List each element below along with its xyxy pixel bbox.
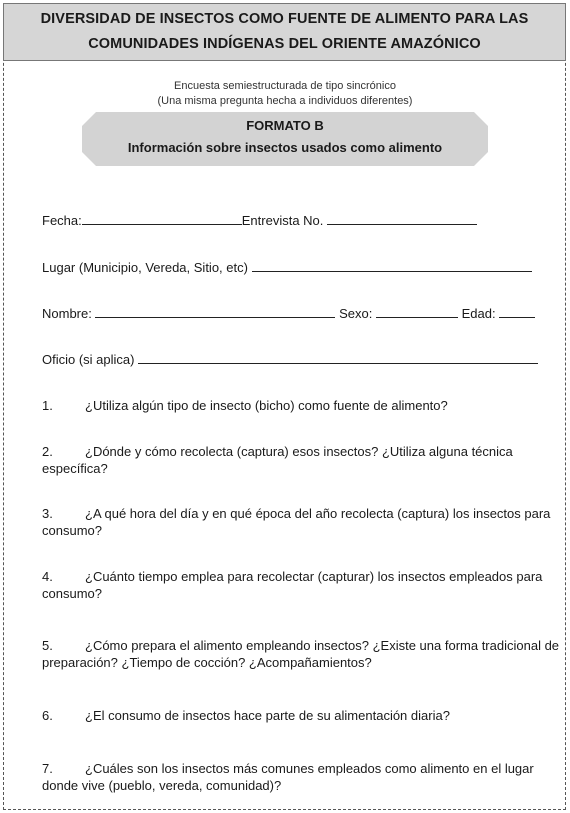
question-item — [42, 443, 564, 477]
row-nombre-sexo-edad — [42, 304, 535, 321]
header-title-line-2: COMUNIDADES INDÍGENAS DEL ORIENTE AMAZÓNICO — [88, 36, 481, 52]
edad-label: Edad: — [461, 306, 496, 321]
question-item — [42, 707, 564, 724]
format-title: Información sobre insectos usados como alimento — [127, 140, 443, 155]
survey-type: Encuesta semiestructurada de tipo sincrónico — [174, 80, 396, 92]
question-item — [42, 568, 564, 602]
header-title-line-1: DIVERSIDAD DE INSECTOS COMO FUENTE DE ALIMENTO PARA LAS — [40, 11, 529, 27]
sexo-label: Sexo: — [339, 306, 373, 321]
question-text: ¿Cuáles son los insectos más comunes empleados como alimento en el lugar donde vive (pueblo, vereda, comunidad)? — [42, 761, 534, 793]
question-number: 4. — [42, 569, 53, 584]
format-banner — [82, 112, 488, 166]
sexo-field[interactable] — [376, 304, 458, 318]
question-item — [42, 505, 564, 539]
question-number: 7. — [42, 761, 53, 776]
question-number: 6. — [42, 708, 53, 723]
question-text: ¿Cómo prepara el alimento empleando insectos? ¿Existe una forma tradicional de preparación? ¿Tiempo de cocción? ¿Acompañamientos? — [42, 638, 560, 670]
oficio-label: Oficio (si aplica) — [42, 352, 135, 367]
survey-note: (Una misma pregunta hecha a individuos diferentes) — [157, 95, 413, 107]
fecha-label: Fecha: — [42, 213, 82, 228]
entrevista-field[interactable] — [327, 211, 477, 225]
entrevista-label: Entrevista No. — [241, 213, 324, 228]
question-text: ¿Dónde y cómo recolecta (captura) esos insectos? ¿Utiliza alguna técnica específica? — [42, 444, 513, 476]
edad-field[interactable] — [499, 304, 535, 318]
question-item — [42, 760, 564, 794]
question-item — [42, 637, 564, 671]
question-text: ¿El consumo de insectos hace parte de su alimentación diaria? — [85, 708, 450, 723]
fecha-field[interactable] — [82, 211, 242, 225]
nombre-field[interactable] — [95, 304, 335, 318]
lugar-label: Lugar (Municipio, Vereda, Sitio, etc) — [42, 260, 248, 275]
question-number: 2. — [42, 444, 53, 459]
question-number: 3. — [42, 506, 53, 521]
question-number: 5. — [42, 638, 53, 653]
row-oficio — [42, 350, 538, 367]
question-item — [42, 397, 564, 414]
question-number: 1. — [42, 398, 53, 413]
format-code: FORMATO B — [246, 118, 324, 133]
row-lugar — [42, 258, 532, 275]
question-text: ¿Utiliza algún tipo de insecto (bicho) como fuente de alimento? — [85, 398, 448, 413]
oficio-field[interactable] — [138, 350, 538, 364]
row-fecha-entrevista — [42, 211, 477, 228]
document-header — [3, 3, 566, 61]
question-text: ¿A qué hora del día y en qué época del año recolecta (captura) los insectos para consumo? — [42, 506, 551, 538]
nombre-label: Nombre: — [42, 306, 92, 321]
lugar-field[interactable] — [252, 258, 532, 272]
question-text: ¿Cuánto tiempo emplea para recolectar (capturar) los insectos empleados para consumo? — [42, 569, 543, 601]
